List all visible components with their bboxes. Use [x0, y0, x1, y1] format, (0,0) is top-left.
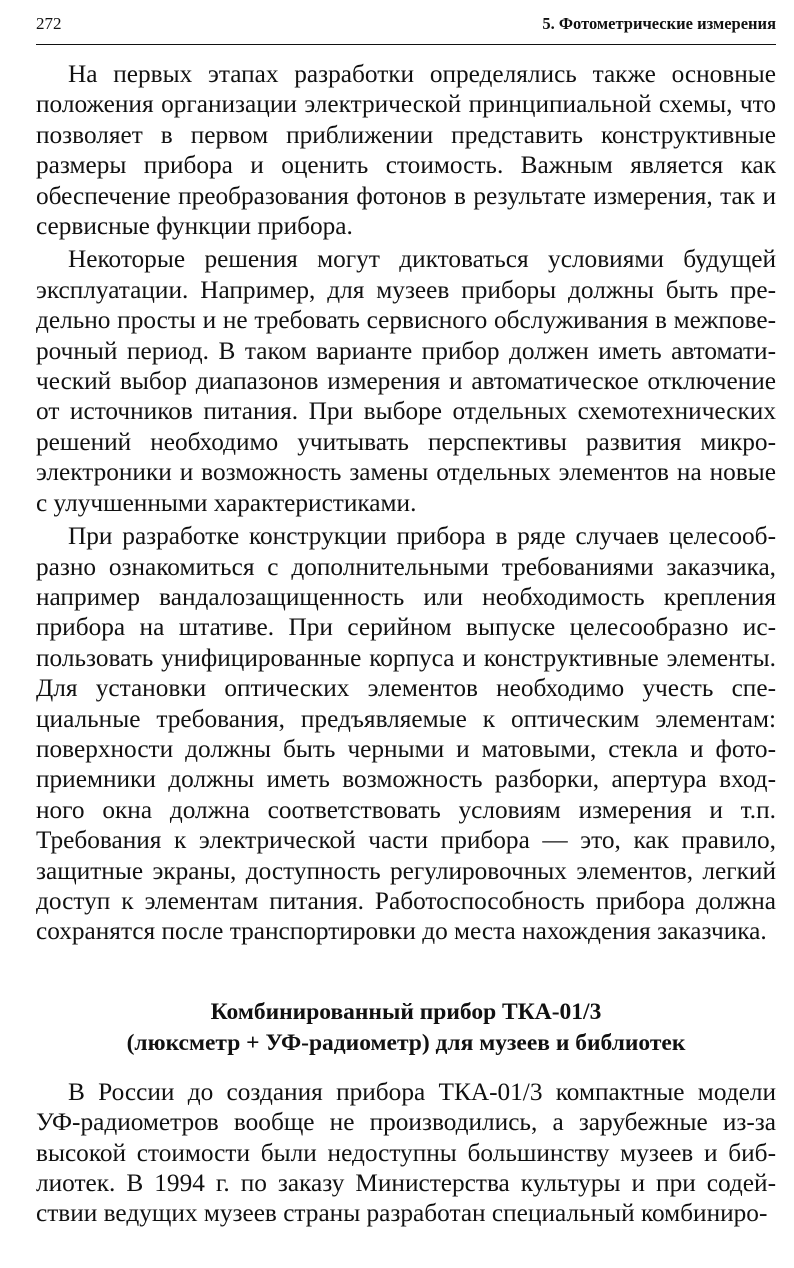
paragraph-construction-requirements: При разработке конструкции прибора в ряде случаев целесообразно ознакомиться с дополнительными требованиями заказчика, например вандалозащищенность или необходимость крепления прибора на штативе. При серийном выпуске целесообразно использовать унифицированные корпуса и конструктивные элементы. Для установки оптических элементов необходимо учесть специальные требования, предъявляемые к оптическим элементам: поверхности должны быть черными и матовыми, стекла и фотоприемники должны иметь возможность разборки, апертура входного окна должна соответствовать условиям измерения и т.п. Требования к электрической части прибора — это, как правило, защитные экраны, доступность регулировочных элементов, легкий доступ к элементам питания. Работоспособность прибора должна сохранятся после транспортировки до места нахождения заказчика.: [36, 522, 776, 946]
page-number: 272: [36, 14, 62, 33]
page-body: [36, 59, 776, 1229]
paragraph-design-stages: На первых этапах разработки определялись также основные положения организации электрической принципиальной схемы, что позволяет в первом приближении представить конструктивные размеры прибора и оценить стоимость. Важным является как обеспечение преобразования фотонов в результате измерения, так и сервисные функции прибора.: [36, 60, 776, 241]
paragraph-operating-conditions: Некоторые решения могут диктоваться условиями будущей эксплуатации. Например, для музеев приборы должны быть предельно просты и не требовать сервисного обслуживания в межповерочный период. В таком варианте прибор должен иметь автоматический выбор диапазонов измерения и автоматическое отключение от источников питания. При выборе отдельных схемотехнических решений необходимо учитывать перспективы развития микроэлектроники и возможность замены отдельных элементов на новые с улучшенными характеристиками.: [36, 245, 776, 517]
page-header: [36, 14, 776, 45]
section-heading-line-1: Комбинированный прибор ТКА-01/3: [210, 998, 602, 1025]
book-page: [36, 14, 776, 1232]
paragraph-tka-intro: В России до создания прибора ТКА-01/3 компактные модели УФ-радиометров вообще не производились, а зарубежные из-за высокой стоимости были недоступны большинству музеев и библиотек. В 1994 г. по заказу Министерства культуры и при содействии ведущих музеев страны разработан специальный комбиниро-: [36, 1077, 776, 1228]
section-heading-line-2: (люксметр + УФ-радиометр) для музеев и библиотек: [126, 1029, 686, 1056]
running-title: 5. Фотометрические измерения: [542, 14, 776, 33]
section-heading: [36, 997, 776, 1059]
